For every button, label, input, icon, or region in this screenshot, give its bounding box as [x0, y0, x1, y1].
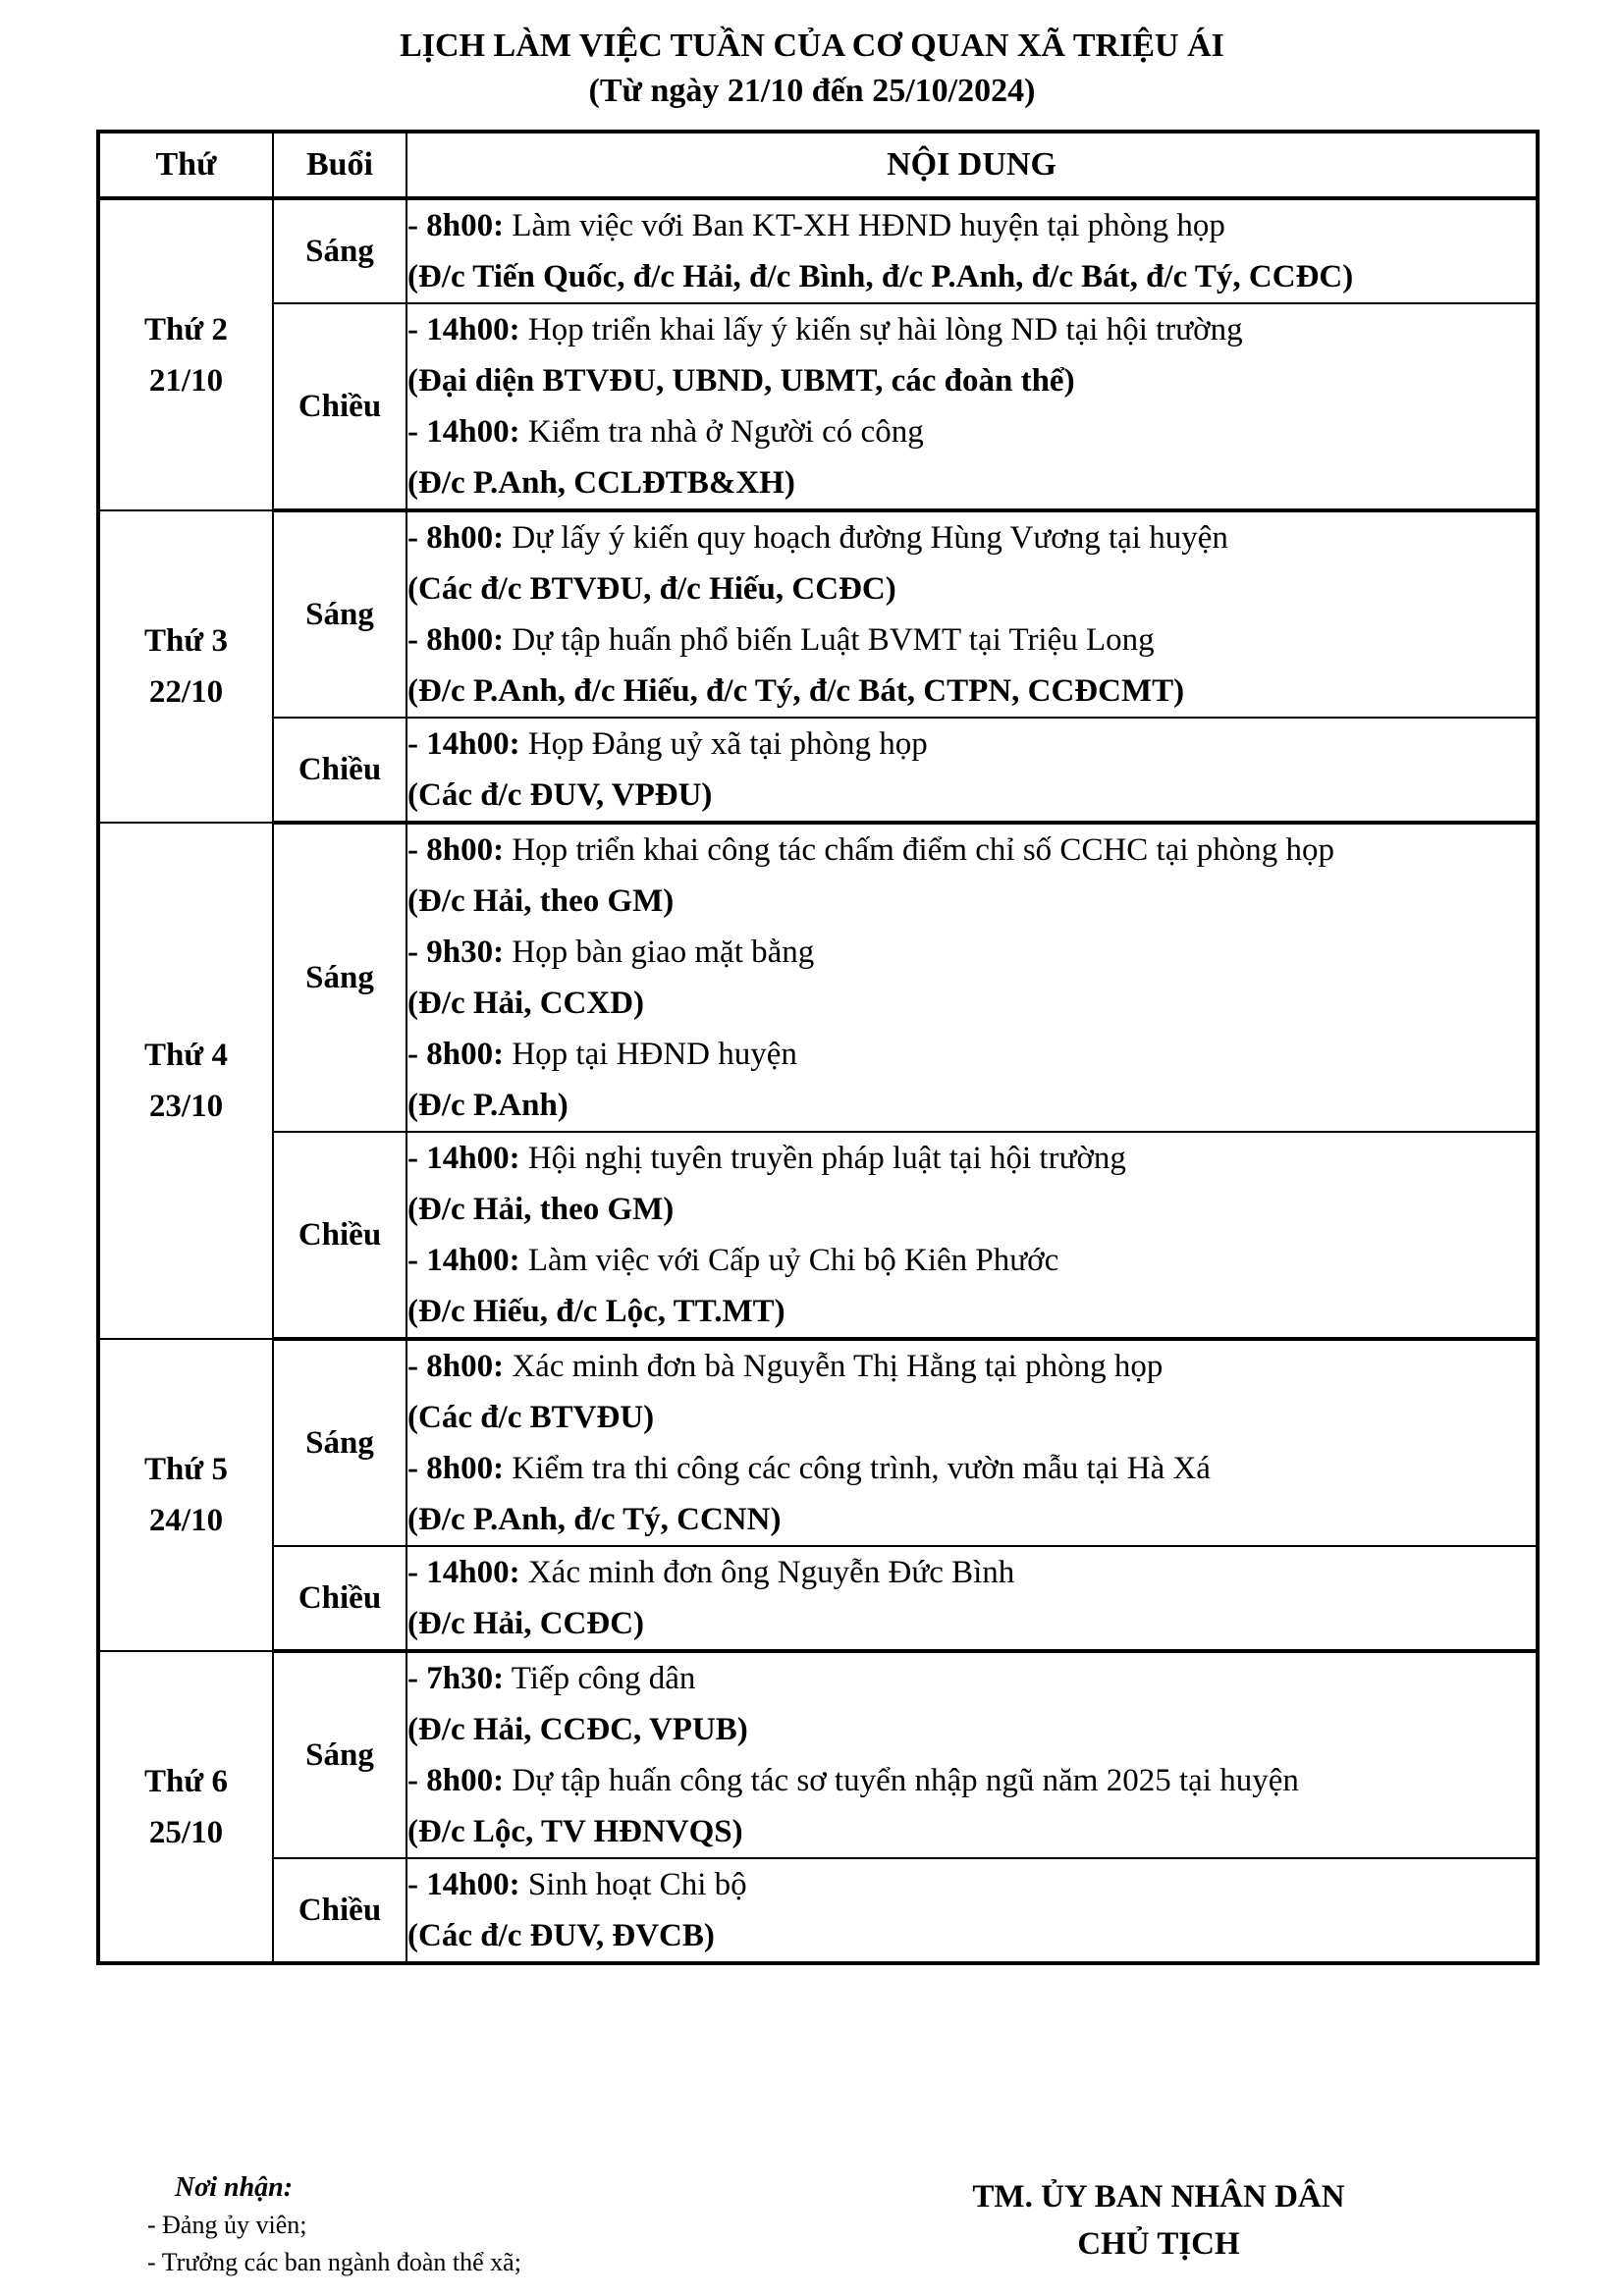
day-cell	[98, 823, 273, 1339]
day-date: 24/10	[148, 1503, 224, 1538]
activity-time: - 8h00:	[407, 1349, 505, 1384]
attendees-line: (Đ/c Hải, theo GM)	[407, 883, 675, 919]
activity-time: - 9h30:	[407, 934, 505, 970]
activity-time: - 8h00:	[407, 520, 505, 556]
table-row	[98, 1546, 1538, 1651]
attendees-line: (Đ/c P.Anh, CCLĐTB&XH)	[407, 465, 795, 501]
activity-time: - 14h00:	[407, 414, 520, 450]
day-date: 23/10	[148, 1089, 224, 1124]
attendees-line: (Các đ/c ĐUV, ĐVCB)	[407, 1918, 715, 1953]
activity-text: Dự tập huấn phổ biến Luật BVMT tại Triệu Long	[512, 622, 1155, 658]
activity-time: - 8h00:	[407, 832, 505, 868]
activity-text: Kiểm tra nhà ở Người có công	[527, 414, 924, 450]
content-cell	[406, 1546, 1538, 1651]
activity-text: Làm việc với Ban KT-XH HĐND huyện tại phòng họp	[512, 208, 1225, 243]
session-cell: Sáng	[273, 1339, 406, 1546]
attendees-line: (Đ/c Hiếu, đ/c Lộc, TT.MT)	[407, 1294, 785, 1329]
activity-line	[407, 614, 1536, 666]
table-row	[98, 1339, 1538, 1546]
activity-text: Họp Đảng uỷ xã tại phòng họp	[527, 726, 928, 762]
activity-line	[407, 1653, 1536, 1704]
attendees-line: (Đ/c Tiến Quốc, đ/c Hải, đ/c Bình, đ/c P.Anh, đ/c Bát, đ/c Tý, CCĐC)	[407, 259, 1354, 294]
content-cell	[406, 1339, 1538, 1546]
activity-line	[407, 304, 1536, 355]
attendees-line: (Đ/c P.Anh, đ/c Hiếu, đ/c Tý, đ/c Bát, CTPN, CCĐCMT)	[407, 673, 1185, 709]
activity-text: Xác minh đơn bà Nguyễn Thị Hằng tại phòng họp	[512, 1349, 1164, 1384]
column-header-day: Thứ	[98, 132, 273, 198]
day-cell	[98, 510, 273, 823]
attendees-line: (Đại diện BTVĐU, UBND, UBMT, các đoàn thể)	[407, 363, 1075, 399]
column-header-content: NỘI DUNG	[406, 132, 1538, 198]
table-row	[98, 198, 1538, 303]
activity-time: - 7h30:	[407, 1661, 505, 1696]
attendees-line: (Đ/c Lộc, TV HĐNVQS)	[407, 1814, 743, 1849]
activity-time: - 14h00:	[407, 312, 520, 347]
day-name: Thứ 6	[144, 1763, 228, 1799]
content-cell	[406, 1132, 1538, 1339]
activity-text: Tiếp công dân	[511, 1661, 696, 1696]
activity-text: Dự lấy ý kiến quy hoạch đường Hùng Vương tại huyện	[512, 520, 1228, 556]
activity-time: - 14h00:	[407, 726, 520, 762]
attendees-line: (Đ/c Hải, CCXD)	[407, 986, 645, 1021]
day-date: 25/10	[148, 1814, 224, 1850]
recipients-title: Nơi nhận:	[175, 2172, 294, 2203]
day-date: 21/10	[148, 362, 224, 399]
table-row	[98, 1132, 1538, 1339]
session-cell: Sáng	[273, 1651, 406, 1858]
activity-line	[407, 1443, 1536, 1494]
activity-time: - 14h00:	[407, 1555, 520, 1590]
activity-time: - 14h00:	[407, 1243, 520, 1278]
activity-text: Làm việc với Cấp uỷ Chi bộ Kiên Phước	[527, 1243, 1059, 1278]
table-row	[98, 718, 1538, 823]
content-cell	[406, 198, 1538, 303]
session-cell: Chiều	[273, 303, 406, 510]
activity-time: - 8h00:	[407, 622, 505, 658]
session-cell: Sáng	[273, 198, 406, 303]
attendees-line: (Các đ/c ĐUV, VPĐU)	[407, 777, 713, 813]
day-cell	[98, 1339, 273, 1651]
session-cell: Sáng	[273, 510, 406, 718]
content-cell	[406, 510, 1538, 718]
activity-line	[407, 1133, 1536, 1184]
activity-line	[407, 1235, 1536, 1286]
attendees-line: (Đ/c P.Anh, đ/c Tý, CCNN)	[407, 1502, 782, 1537]
day-name: Thứ 2	[144, 311, 228, 347]
signature-title: CHỦ TỊCH	[1077, 2226, 1240, 2262]
day-name: Thứ 4	[144, 1038, 228, 1073]
attendees-line: (Đ/c Hải, theo GM)	[407, 1192, 675, 1227]
activity-time: - 8h00:	[407, 1037, 505, 1072]
attendees-line: (Các đ/c BTVĐU)	[407, 1400, 655, 1435]
column-header-session: Buổi	[273, 132, 406, 198]
activity-line	[407, 927, 1536, 978]
activity-text: Sinh hoạt Chi bộ	[527, 1867, 747, 1902]
table-row	[98, 510, 1538, 718]
activity-text: Xác minh đơn ông Nguyễn Đức Bình	[527, 1555, 1015, 1590]
table-header-row	[98, 132, 1538, 198]
attendees-line: (Đ/c Hải, CCĐC, VPUB)	[407, 1712, 748, 1747]
activity-text: Họp tại HĐND huyện	[512, 1037, 797, 1072]
attendees-line: (Đ/c P.Anh)	[407, 1088, 568, 1123]
session-cell: Chiều	[273, 1858, 406, 1963]
activity-text: Họp bàn giao mặt bằng	[512, 934, 815, 970]
content-cell	[406, 1651, 1538, 1858]
activity-line	[407, 1341, 1536, 1392]
activity-time: - 8h00:	[407, 208, 505, 243]
content-cell	[406, 303, 1538, 510]
activity-time: - 14h00:	[407, 1141, 520, 1176]
activity-time: - 8h00:	[407, 1763, 505, 1798]
activity-time: - 14h00:	[407, 1867, 520, 1902]
activity-line	[407, 512, 1536, 563]
table-row	[98, 823, 1538, 1132]
activity-text: Họp triển khai lấy ý kiến sự hài lòng ND tại hội trường	[527, 312, 1243, 347]
activity-line	[407, 200, 1536, 251]
activity-line	[407, 1755, 1536, 1806]
signature-org: TM. ỦY BAN NHÂN DÂN	[972, 2179, 1345, 2215]
session-cell: Chiều	[273, 1546, 406, 1651]
recipients-block	[147, 2169, 521, 2281]
table-row	[98, 1858, 1538, 1963]
day-cell	[98, 198, 273, 510]
signature-block	[864, 2173, 1453, 2268]
activity-text: Hội nghị tuyên truyền pháp luật tại hội trường	[527, 1141, 1126, 1176]
activity-line	[407, 406, 1536, 457]
table-row	[98, 1651, 1538, 1858]
activity-text: Kiểm tra thi công các công trình, vườn mẫu tại Hà Xá	[512, 1451, 1211, 1486]
day-date: 22/10	[148, 674, 224, 710]
activity-text: Dự tập huấn công tác sơ tuyển nhập ngũ năm 2025 tại huyện	[512, 1763, 1299, 1798]
day-cell	[98, 1651, 273, 1963]
activity-time: - 8h00:	[407, 1451, 505, 1486]
schedule-body	[98, 198, 1538, 1963]
content-cell	[406, 823, 1538, 1132]
activity-line	[407, 1859, 1536, 1910]
recipient-item: - Trưởng các ban ngành đoàn thể xã;	[147, 2248, 521, 2276]
recipient-item: - Đảng ủy viên;	[147, 2211, 307, 2239]
page-subtitle: (Từ ngày 21/10 đến 25/10/2024)	[588, 73, 1036, 109]
day-name: Thứ 5	[144, 1452, 228, 1487]
content-cell	[406, 1858, 1538, 1963]
schedule-table	[96, 130, 1540, 1965]
page-title: LỊCH LÀM VIỆC TUẦN CỦA CƠ QUAN XÃ TRIỆU ÁI	[400, 27, 1224, 64]
activity-line	[407, 825, 1536, 876]
attendees-line: (Đ/c Hải, CCĐC)	[407, 1606, 645, 1641]
attendees-line: (Các đ/c BTVĐU, đ/c Hiếu, CCĐC)	[407, 571, 896, 607]
day-name: Thứ 3	[144, 623, 228, 659]
session-cell: Chiều	[273, 1132, 406, 1339]
session-cell: Sáng	[273, 823, 406, 1132]
content-cell	[406, 718, 1538, 823]
activity-text: Họp triển khai công tác chấm điểm chỉ số CCHC tại phòng họp	[512, 832, 1335, 868]
activity-line	[407, 1547, 1536, 1598]
session-cell: Chiều	[273, 718, 406, 823]
table-row	[98, 303, 1538, 510]
activity-line	[407, 1029, 1536, 1080]
activity-line	[407, 719, 1536, 770]
